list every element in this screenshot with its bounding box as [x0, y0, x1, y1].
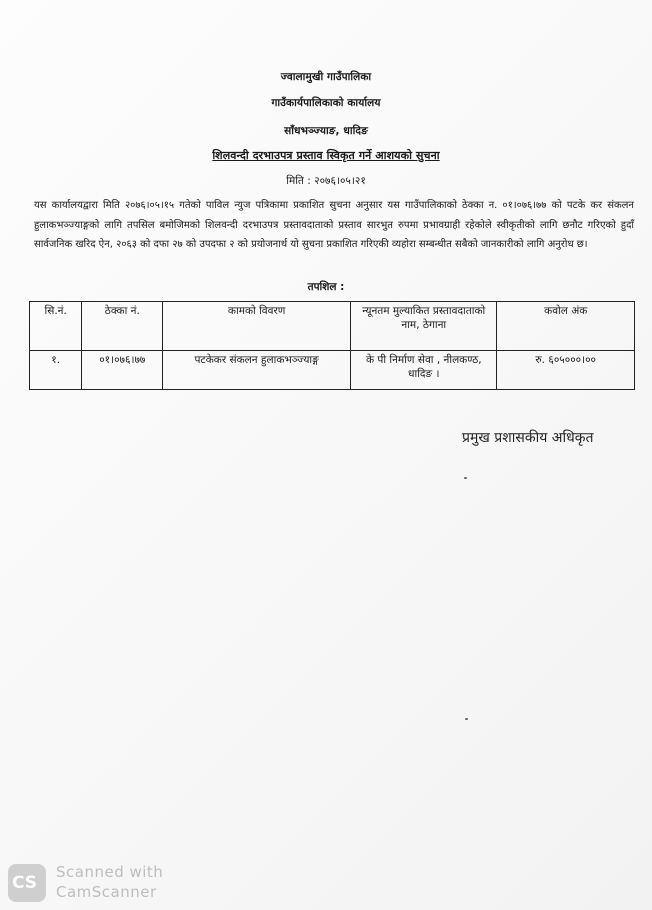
office-address: साँधभञ्ज्याङ, धादिङ	[284, 125, 368, 137]
cell-contract-no: ०१।०७६।७७	[82, 351, 163, 390]
notice-title: शिलवन्दी दरभाउपत्र प्रस्ताव स्विकृत गर्ने आशयको सुचना	[212, 149, 440, 162]
table-caption: तपशिल :	[307, 281, 345, 293]
header-sn: सि.नं.	[30, 302, 82, 351]
watermark-line-2: CamScanner	[56, 883, 157, 901]
notice-body-paragraph: यस कार्यालयद्वारा मिति २०७६।०५।१५ गतेको पाविल न्युज पत्रिकामा प्रकाशित सुचना अनुसार यस गाउँपालिकाको ठेक्का न. ०१।०७६।७७ को पटके कर संकलन हुलाकभञ्ज्याङ्गको लागि तपसिल बमोजिमको शिलवन्दी दरभाउपत्र प्रस्तावदाताको प्रस्ताव सारभुत रुपमा प्रभावग्राही रहेकोले स्वीकृतीको लागि छनौट गरिएको हुदाँ सार्वजनिक खरिद ऐन, २०६३ को दफा २७ को उपदफा २ को प्रयोजनार्थ यो सुचना प्रकाशित गरिएकी व्यहोरा सम्बन्धीत सबैको जानकारीको लागि अनुरोध छ।	[34, 200, 634, 250]
header-bid-amount: कवोल अंक	[497, 302, 635, 351]
cell-sn: १.	[30, 351, 82, 390]
table-header-row	[30, 302, 635, 351]
header-contract-no: ठेक्का नं.	[82, 302, 163, 351]
header-work-description: कामको विवरण	[163, 302, 351, 351]
cell-work-description: पटकेकर संकलन हुलाकभञ्ज्याङ्ग	[163, 351, 351, 390]
scan-speck	[465, 718, 468, 720]
signature-designation: प्रमुख प्रशासकीय अधिकृत	[462, 430, 594, 446]
header-bidder: न्यूनतम मुल्याकित प्रस्तावदाताको नाम, ठेगाना	[351, 302, 497, 351]
camscanner-logo-icon	[8, 864, 46, 902]
watermark-line-1: Scanned with	[56, 863, 164, 881]
cell-bid-amount: रु. ६०५०००।००	[497, 351, 635, 390]
office-name: गाउँकार्यपालिकाको कार्यालय	[271, 97, 381, 109]
camscanner-logo-text: CS	[12, 873, 38, 893]
details-table	[29, 301, 635, 390]
table-row	[30, 351, 635, 390]
notice-date: मिति : २०७६।०५।२१	[286, 175, 366, 187]
org-name: ज्वालामुखी गाउँपालिका	[280, 71, 372, 83]
camscanner-watermark	[8, 860, 178, 906]
scan-speck	[464, 477, 467, 479]
cell-bidder: के पी निर्माण सेवा , नीलकण्ठ, धादिङ ।	[351, 351, 497, 390]
